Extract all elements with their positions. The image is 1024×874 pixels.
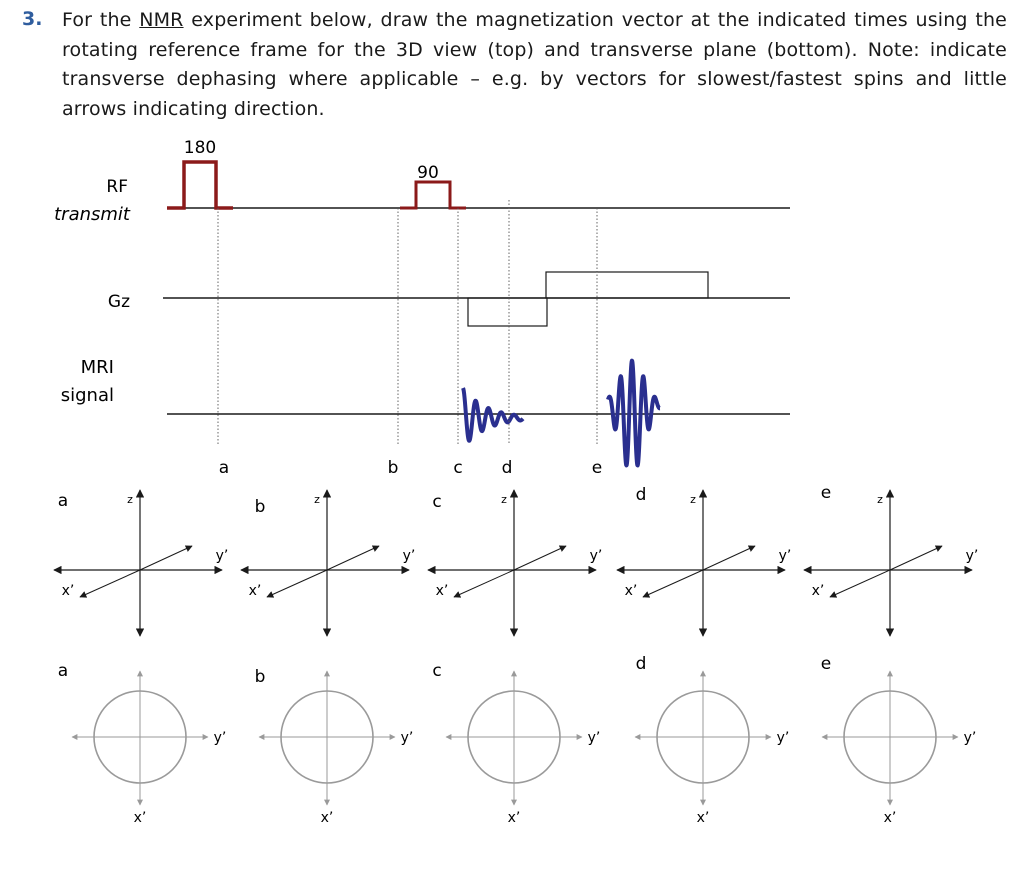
y-label: y’ [587, 730, 601, 746]
x-axis-back [703, 546, 755, 570]
y-label: y’ [213, 730, 227, 746]
frame3d-e [804, 483, 978, 636]
y-label: y’ [963, 730, 977, 746]
x-label: x’ [883, 810, 897, 826]
frame3d-panel-label: c [432, 492, 442, 512]
x-label: x’ [624, 583, 638, 599]
frame3d-a [54, 490, 228, 636]
x-label: x’ [133, 810, 147, 826]
y-label: y’ [215, 548, 229, 564]
time-label-b: b [387, 458, 399, 478]
z-label: z [690, 493, 696, 506]
echo-signal [608, 361, 660, 466]
mri-label: MRI [80, 357, 114, 378]
y-label: y’ [400, 730, 414, 746]
transverse-panel-label: a [57, 661, 69, 681]
x-label: x’ [507, 810, 521, 826]
x-label: x’ [811, 583, 825, 599]
z-label: z [501, 493, 507, 506]
nmr-link[interactable]: NMR [139, 9, 184, 31]
gz-positive-lobe [546, 272, 708, 298]
time-label-d: d [501, 458, 513, 478]
time-markers [218, 200, 597, 444]
question-number: 3. [22, 8, 43, 30]
transverse-panel-label: e [820, 654, 832, 674]
frame3d-d [617, 485, 791, 636]
transmit-label: transmit [54, 204, 130, 225]
y-label: y’ [778, 548, 792, 564]
z-label: z [314, 493, 320, 506]
x-axis-back [890, 546, 942, 570]
rf-pulse-180 [167, 162, 233, 208]
transverse-c [432, 661, 600, 826]
x-label: x’ [696, 810, 710, 826]
transverse-panel-label: d [635, 654, 647, 674]
transverse-panel-label: c [432, 661, 442, 681]
transverse-plane-panels [58, 654, 977, 826]
frame3d-panel-label: e [820, 483, 832, 503]
transverse-d [635, 654, 789, 826]
time-label-a: a [218, 458, 230, 478]
time-label-e: e [591, 458, 603, 478]
y-label: y’ [589, 548, 603, 564]
rf-pulse-90 [400, 182, 466, 208]
x-axis-back [140, 546, 192, 570]
x-axis-front [830, 570, 890, 597]
time-label-c: c [453, 458, 463, 478]
transverse-panel-label: b [254, 667, 266, 687]
x-label: x’ [248, 583, 262, 599]
rf-label: RF [106, 177, 128, 197]
frame3d-b [241, 490, 415, 636]
transverse-a [58, 661, 227, 826]
pulse-sequence [54, 138, 790, 478]
x-axis-front [267, 570, 327, 597]
x-axis-back [327, 546, 379, 570]
frame3d-panel-label: d [635, 485, 647, 505]
transverse-b [255, 667, 414, 826]
transverse-e [821, 654, 977, 826]
pulse-180-label: 180 [183, 138, 217, 158]
frame3d-panel-label: b [254, 497, 266, 517]
x-label: x’ [61, 583, 75, 599]
x-axis-front [643, 570, 703, 597]
x-label: x’ [435, 583, 449, 599]
frame3d-c [428, 490, 602, 636]
z-label: z [877, 493, 883, 506]
y-label: y’ [776, 730, 790, 746]
x-axis-front [80, 570, 140, 597]
frame3d-panel-label: a [57, 491, 69, 511]
question-text-rest: experiment below, draw the magnetization vector at the indicated times using the rotating reference frame for the 3D view (top) and transverse plane (bottom). Note: indicate transverse dephasing where applicable – e.g. by vectors for slowest/fastest spins and little arrows indicating direction. [62, 9, 1007, 120]
pulse-90-label: 90 [417, 163, 439, 183]
gz-label: Gz [107, 292, 130, 312]
y-label: y’ [965, 548, 979, 564]
signal-label: signal [60, 385, 114, 406]
gz-negative-lobe [468, 298, 547, 326]
z-label: z [127, 493, 133, 506]
x-axis-back [514, 546, 566, 570]
y-label: y’ [402, 548, 416, 564]
x-label: x’ [320, 810, 334, 826]
question-text-start: For the [62, 9, 140, 31]
x-axis-front [454, 570, 514, 597]
rotating-frame-3d-panels [54, 483, 978, 636]
